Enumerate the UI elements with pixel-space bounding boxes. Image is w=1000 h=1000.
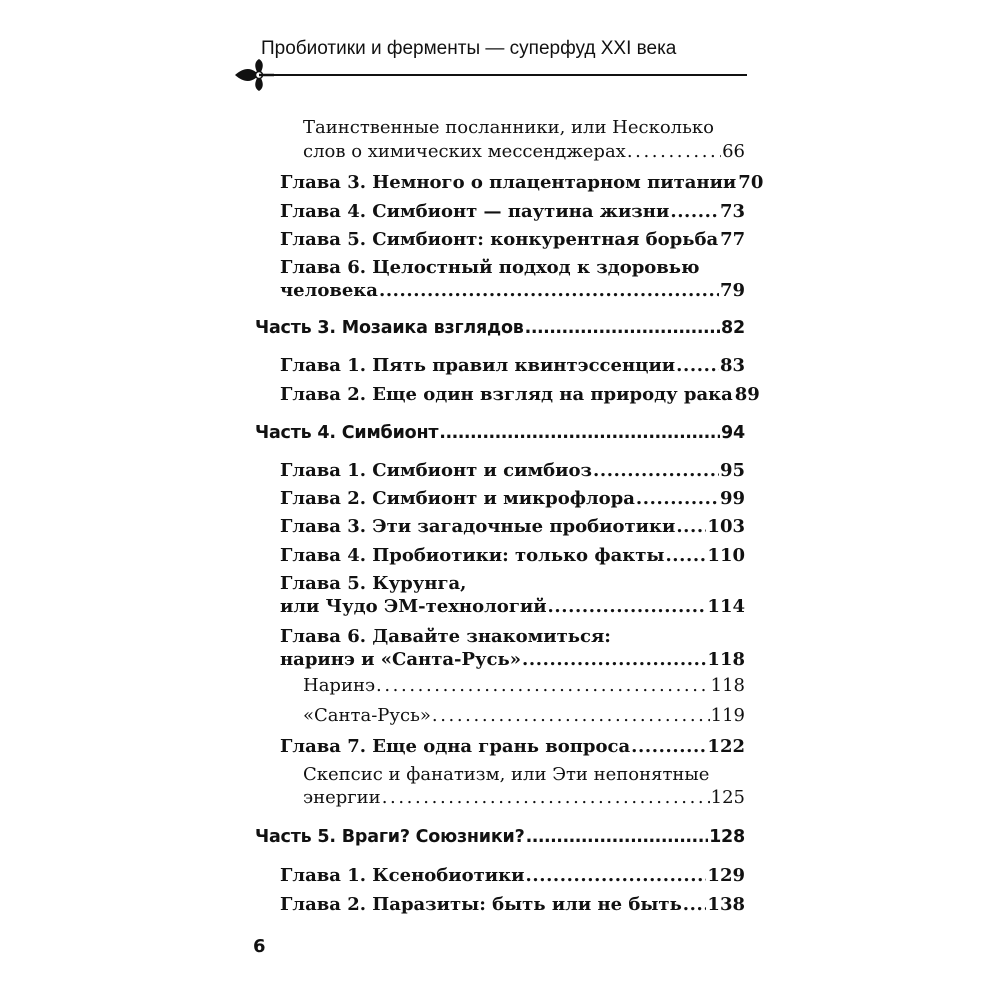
toc-page-number: 79 (719, 280, 745, 301)
toc-entry[interactable] (303, 141, 745, 163)
leader-dots (636, 488, 719, 510)
leader-dots (382, 787, 710, 809)
leader-dots (676, 355, 719, 377)
toc-page-number: 110 (707, 545, 745, 566)
leader-dots (522, 649, 706, 671)
toc-page-number: 94 (721, 423, 745, 443)
toc-page-number: 70 (738, 172, 764, 193)
toc-entry[interactable] (280, 894, 745, 916)
toc-entry[interactable] (280, 172, 764, 194)
toc-page-number: 99 (719, 488, 745, 509)
leader-dots (379, 280, 719, 302)
toc-entry-title: слов о химических мессенджерах (303, 141, 626, 162)
toc-entry[interactable] (280, 596, 745, 618)
toc-page-number: 118 (710, 675, 745, 696)
toc-page-number: 128 (709, 827, 745, 847)
toc-page-number: 118 (707, 649, 745, 670)
toc-page-number: 122 (707, 736, 745, 757)
toc-entry[interactable] (280, 649, 745, 671)
toc-page-number: 82 (721, 318, 745, 338)
leader-dots (627, 141, 721, 163)
toc-entry[interactable] (280, 736, 745, 758)
toc-page-number: 77 (720, 229, 746, 250)
running-title: Пробиотики и ферменты — суперфуд XXI века (261, 38, 677, 59)
toc-entry[interactable] (280, 488, 745, 510)
toc-entry[interactable] (280, 355, 745, 377)
leader-dots (526, 826, 709, 848)
toc-entry[interactable] (280, 865, 745, 887)
toc-entry-title: Глава 1. Симбионт и симбиоз (280, 460, 592, 481)
leader-dots (432, 705, 710, 727)
toc-entry-title: наринэ и «Санта-Русь» (280, 649, 521, 670)
leader-dots (548, 596, 707, 618)
toc-entry-line1: Глава 6. Целостный подход к здоровью (280, 257, 700, 278)
toc-entry-title: Глава 2. Еще один взгляд на природу рака (280, 384, 733, 405)
toc-entry-line1: Глава 5. Курунга, (280, 573, 467, 594)
leader-dots (631, 736, 706, 758)
toc-entry-title: или Чудо ЭМ-технологий (280, 596, 547, 617)
toc-part-entry[interactable] (255, 317, 745, 339)
toc-entry[interactable] (280, 545, 745, 567)
toc-page-number: 66 (722, 141, 745, 162)
leader-dots (665, 545, 706, 567)
toc-part-entry[interactable] (255, 826, 745, 848)
page-number: 6 (253, 936, 266, 957)
toc-entry-title: Наринэ (303, 675, 376, 696)
toc-entry[interactable] (280, 516, 745, 538)
toc-page-number: 129 (707, 865, 745, 886)
toc-entry-title: Глава 5. Симбионт: конкурентная борьба (280, 229, 719, 250)
toc-entry-title: человека (280, 280, 378, 301)
toc-entry-title: «Санта-Русь» (303, 705, 431, 726)
toc-page-number: 83 (719, 355, 745, 376)
leader-dots (525, 317, 720, 339)
leader-dots (439, 422, 720, 444)
toc-entry[interactable] (303, 675, 745, 697)
toc-entry-line1: Глава 6. Давайте знакомиться: (280, 626, 611, 647)
toc-page-number: 73 (719, 201, 745, 222)
toc-entry-title: Глава 2. Симбионт и микрофлора (280, 488, 635, 509)
toc-page-number: 138 (707, 894, 745, 915)
toc-page-number: 125 (710, 787, 745, 808)
toc-entry[interactable] (280, 460, 745, 482)
leader-dots (376, 675, 710, 697)
toc-entry[interactable] (280, 384, 760, 406)
toc-entry[interactable] (303, 705, 745, 727)
toc-entry-title: Глава 1. Пять правил квинтэссенции (280, 355, 676, 376)
leader-dots (676, 516, 706, 538)
toc-page-number: 89 (734, 384, 760, 405)
toc-entry-title: Глава 3. Эти загадочные пробиотики (280, 516, 676, 537)
leader-dots (525, 865, 706, 887)
toc-entry-line1: Таинственные посланники, или Несколько (303, 117, 715, 138)
toc-entry-line1: Скепсис и фанатизм, или Эти непонятные (303, 764, 710, 785)
toc-entry-title: энергии (303, 787, 381, 808)
toc-entry-title: Глава 2. Паразиты: быть или не быть (280, 894, 682, 915)
toc-page-number: 114 (707, 596, 745, 617)
toc-part-title: Часть 5. Враги? Союзники? (255, 827, 525, 847)
leader-dots (593, 460, 719, 482)
toc-page-number: 119 (710, 705, 745, 726)
toc-entry-title: Глава 7. Еще одна грань вопроса (280, 736, 631, 757)
toc-entry[interactable] (303, 787, 745, 809)
toc-part-title: Часть 4. Симбионт (255, 423, 439, 443)
toc-part-title: Часть 3. Мозаика взглядов (255, 318, 524, 338)
toc-entry-title: Глава 1. Ксенобиотики (280, 865, 525, 886)
toc-entry[interactable] (280, 280, 745, 302)
toc-page-number: 103 (707, 516, 745, 537)
toc-entry[interactable] (280, 201, 745, 223)
toc-page-number: 95 (719, 460, 745, 481)
leader-dots (670, 201, 719, 223)
toc-entry[interactable] (280, 229, 745, 251)
toc-entry-title: Глава 4. Пробиотики: только факты (280, 545, 665, 566)
toc-entry-title: Глава 3. Немного о плацентарном питании (280, 172, 737, 193)
leader-dots (683, 894, 707, 916)
toc-part-entry[interactable] (255, 422, 745, 444)
toc-entry-title: Глава 4. Симбионт — паутина жизни (280, 201, 670, 222)
